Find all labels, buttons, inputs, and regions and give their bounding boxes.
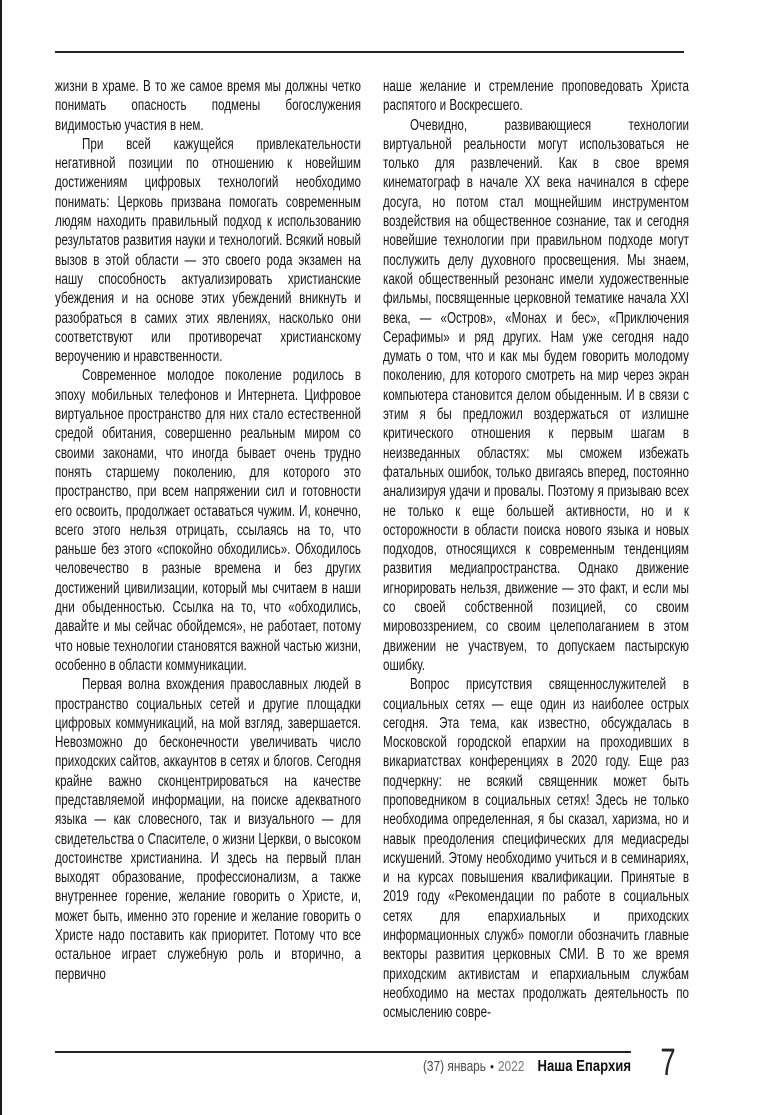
body-paragraph: Очевидно, развивающиеся технологии виртуальной реальности могут использоваться не только для развлечений. Как в свое время кинематограф в начале XX века начинался в сфере досуга, но потом стал мощнейшим инструментом воздействия на общественное сознание, так и сегодня новейшие технологии при правильном подходе могут послужить делу духовного просвещения. Мы знаем, какой общественный резонанс имели художественные фильмы, посвященные церковной тематике начала XXI века, — «Остров», «Монах и бес», «Приключения Серафимы» и ряд других. Нам уже сегодня надо думать о том, что и как мы будем говорить молодому поколению, для которого смотреть на мир через экран компьютера становится делом обыденным. И в связи с этим я бы предложил воздержаться от излишне критического отношения к первым шагам в неизведанных областях: мы сможем избежать фатальных ошибок, только двигаясь вперед, постоянно анализируя удачи и провалы. Поэтому я призываю всех не только к еще большей активности, но и к осторожности в области поиска нового языка и новых подходов, относящихся к современным тенденциям развития медиапространства. Однако движение игнорировать нельзя, движение — это факт, и если мы со своей собственной позицией, со своим мировоззрением, со своим целеполаганием в этом движении не участвуем, то допускаем пастырскую ошибку.	[383, 116, 689, 674]
page-left-edge-line	[0, 0, 2, 1115]
text-column-left	[55, 77, 361, 1045]
text-column-right	[383, 77, 689, 1045]
footer-bullet-separator: •	[490, 1059, 494, 1074]
footer-publication-title: Наша Епархия	[537, 1058, 631, 1075]
header-rule	[55, 51, 684, 53]
body-paragraph: наше желание и стремление проповедовать Христа распятого и Воскресшего.	[383, 78, 689, 115]
footer-issue-label: (37) январь	[422, 1059, 487, 1075]
body-paragraph: Первая волна вхождения православных людей в пространство социальных сетей и другие площадки цифровых коммуникаций, на мой взгляд, завершается. Невозможно до бесконечности увеличивать число приходских сайтов, аккаунтов в сетях и блогов. Сегодня крайне важно сконцентрироваться на качестве представляемой информации, на поиске адекватного языка — как словесного, так и визуального — для свидетельства о Спасителе, о жизни Церкви, о высоком достоинстве христианина. И здесь на первый план выходят образование, профессионализм, а также внутреннее горение, желание говорить о Христе, и, может быть, именно это горение и желание говорить о Христе надо поставить как приоритет. Потому что все остальное играет служебную роль и вторично, а первично	[55, 676, 361, 983]
footer	[159, 1058, 631, 1076]
body-paragraph: жизни в храме. В то же самое время мы должны четко понимать опасность подмены богослужения видимостью участия в нем.	[55, 78, 361, 134]
body-paragraph: Современное молодое поколение родилось в эпоху мобильных телефонов и Интернета. Цифровое виртуальное пространство для них стало естественной средой обитания, совершенно реальным миром со своими законами, что иногда бывает очень трудно понять старшему поколению, для которого это пространство, при всем напряжении сил и готовности его освоить, продолжает оставаться чужим. И, конечно, всего этого нельзя отрицать, ссылаясь на то, что раньше без этого «спокойно обходились». Обходилось человечество в разные времена и без других достижений цивилизации, который мы считаем в наши дни обыденностью. Ссылка на то, что «обходились, давайте и мы сейчас обойдемся», не работает, потому что новые технологии становятся важной частью жизни, особенно в области коммуникации.	[55, 367, 361, 674]
page-number: 7	[660, 1042, 676, 1084]
footer-year: 2022	[497, 1059, 525, 1075]
body-paragraph: При всей кажущейся привлекательности негативной позиции по отношению к новейшим достижениям цифровых технологий необходимо понимать: Церковь призвана помогать современным людям находить правильный подход к использованию результатов развития науки и технологий. Всякий новый вызов в этой области — это своего рода экзамен на нашу способность актуализировать христианские убеждения и на основе этих убеждений вникнуть и разобраться в самих этих явлениях, насколько они соответствуют или противоречат христианскому вероучению и нравственности.	[55, 135, 361, 366]
body-paragraph: Вопрос присутствия священнослужителей в социальных сетях — еще один из наиболее острых сегодня. Эта тема, как известно, обсуждалась в Московской городской епархии на проходивших в викариатствах конференциях в 2020 году. Еще раз подчеркну: не всякий священник может быть проповедником в социальных сетях! Здесь не только необходима определенная, я бы сказал, харизма, но и навык преодоления специфических для медиасреды искушений. Этому необходимо учиться и в семинариях, и на курсах повышения квалификации. Принятые в 2019 году «Рекомендации по работе в социальных сетях для епархиальных и приходских информационных служб» помогли обозначить главные векторы развития церковных СМИ. В то же время приходским активистам и епархиальным службам необходимо на местах продолжать деятельность по осмыслению совре-	[383, 676, 689, 1022]
footer-rule	[55, 1051, 631, 1053]
